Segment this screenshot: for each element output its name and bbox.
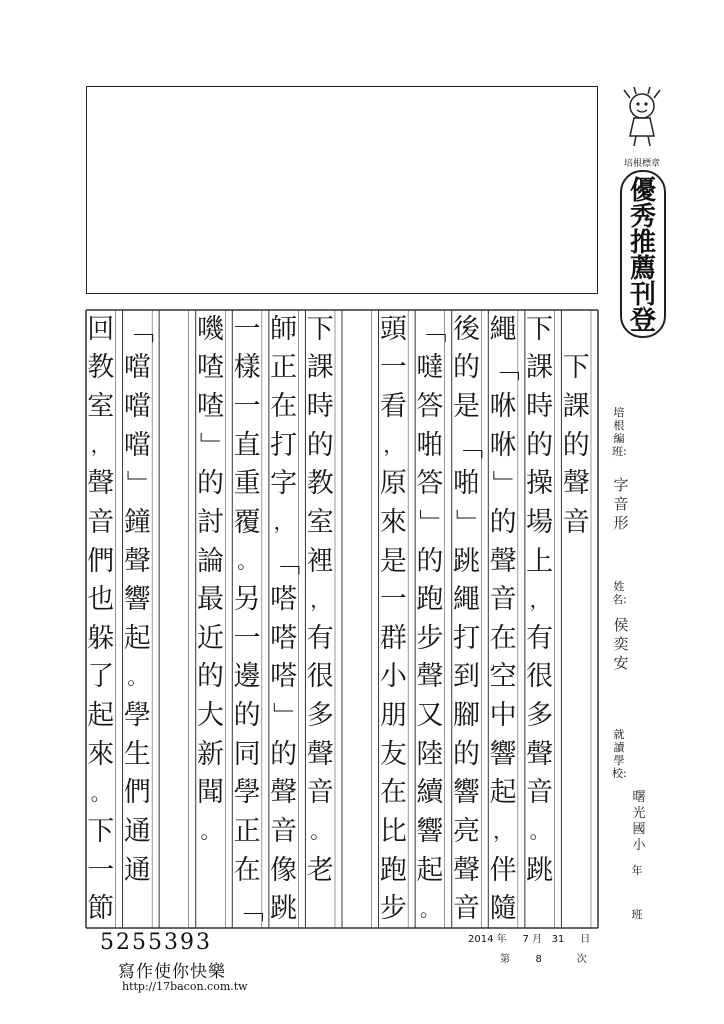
essay-char: 噹: [123, 391, 151, 423]
essay-char: 樣: [233, 352, 261, 384]
essay-char: 步: [416, 622, 444, 654]
essay-char: 小: [379, 661, 407, 693]
essay-char: ，: [529, 587, 550, 612]
essay-char: 場: [526, 506, 554, 538]
essay-char: 一: [87, 854, 115, 886]
essay-char: 」: [487, 470, 519, 498]
essay-char: ，: [310, 587, 331, 612]
name-value: 侯奕安: [613, 616, 629, 672]
essay-char: 亮: [453, 815, 480, 847]
essay-char: 一: [233, 622, 261, 654]
essay-char: 跳: [526, 854, 554, 886]
essay-char: 下: [87, 815, 115, 847]
essay-char: 喳: [197, 391, 224, 423]
class-value: 字音形: [613, 476, 629, 532]
essay-char: 下: [562, 352, 590, 384]
essay-char: 陸: [416, 738, 444, 770]
essay-char: 一: [379, 584, 407, 616]
essay-char: 時: [526, 391, 554, 423]
essay-char: 。: [310, 819, 331, 844]
essay-char: 響: [416, 815, 444, 847]
count-value: 8: [535, 954, 542, 965]
essay-char: 學: [123, 700, 151, 732]
essay-char: 討: [197, 506, 224, 538]
essay-char: 。: [200, 819, 221, 844]
essay-char: 的: [562, 429, 590, 461]
essay-char: 課: [306, 352, 334, 384]
essay-char: 聲: [489, 545, 517, 577]
essay-char: 近: [197, 622, 224, 654]
essay-char: 啪: [453, 468, 480, 500]
date-month-label: 月: [532, 934, 543, 945]
count-label: 次: [576, 954, 587, 965]
essay-char: 伴: [489, 854, 517, 886]
essay-char: 噠: [416, 352, 444, 384]
essay-char: 原: [379, 468, 407, 500]
essay-char: 有: [526, 622, 554, 654]
essay-char: 看: [379, 391, 407, 423]
essay-char: 「: [231, 895, 263, 923]
essay-char: 響: [489, 738, 517, 770]
essay-char: 」: [268, 702, 300, 730]
class-label: 培根編班:: [612, 406, 627, 458]
essay-char: 」: [414, 508, 446, 536]
essay-char: 響: [453, 777, 480, 809]
essay-char: 多: [526, 700, 554, 732]
essay-char: 生: [123, 738, 151, 770]
essay-char: 大: [197, 700, 224, 732]
essay-char: ，: [383, 433, 404, 458]
essay-char: 友: [379, 738, 407, 770]
essay-char: 老: [306, 854, 334, 886]
essay-char: 噹: [123, 429, 151, 461]
essay-char: 的: [306, 429, 334, 461]
essay-char: 跳: [270, 893, 298, 925]
essay-char: 起: [123, 622, 151, 654]
essay-char: 嗒: [270, 661, 298, 693]
essay-char: 的: [197, 468, 224, 500]
essay-char: 了: [87, 661, 115, 693]
essay-char: 回: [87, 313, 115, 345]
essay-char: 的: [416, 545, 444, 577]
essay-char: 字: [270, 468, 298, 500]
essay-char: 音: [453, 893, 480, 925]
essay-char: 跳: [453, 545, 480, 577]
essay-char: 。: [237, 549, 258, 574]
essay-char: 們: [87, 545, 115, 577]
date-day: 31: [551, 934, 565, 945]
essay-char: 起: [87, 700, 115, 732]
school-value: 曙光國小: [632, 790, 646, 853]
brand-slogan: 寫作使你快樂: [118, 962, 226, 982]
essay-char: 「: [414, 315, 446, 343]
essay-char: ，: [273, 510, 294, 535]
essay-char: 通: [123, 854, 151, 886]
essay-char: 音: [526, 777, 554, 809]
essay-char: 繩: [453, 584, 480, 616]
essay-char: 響: [123, 584, 151, 616]
essay-char: 來: [379, 506, 407, 538]
essay-char: 聲: [416, 661, 444, 693]
essay-char: 」: [121, 470, 153, 498]
essay-char: 聲: [306, 738, 334, 770]
date-year: 2014: [468, 934, 494, 945]
essay-char: 步: [379, 893, 407, 925]
essay-char: 最: [197, 584, 224, 616]
date-year-label: 年: [496, 934, 507, 945]
stamp-caption: 培根標章: [623, 159, 660, 169]
essay-char: 嗒: [270, 584, 298, 616]
essay-char: 是: [379, 545, 407, 577]
essay-char: 覆: [233, 506, 261, 538]
essay-char: 鐘: [123, 506, 151, 538]
essay-char: 邊: [233, 661, 261, 693]
essay-char: 腳: [453, 700, 480, 732]
essay-char: 答: [416, 468, 444, 500]
essay-char: 起: [416, 854, 444, 886]
grade-suffix: 年: [631, 864, 643, 877]
essay-char: 」: [451, 508, 482, 536]
essay-char: 論: [197, 545, 224, 577]
essay-char: 師: [270, 313, 298, 345]
essay-char: 啪: [416, 429, 444, 461]
essay-char: 很: [306, 661, 334, 693]
essay-char: 教: [306, 468, 334, 500]
essay-char: 在: [270, 391, 298, 423]
essay-char: 。: [90, 780, 111, 805]
essay-char: 聲: [526, 738, 554, 770]
essay-char: ，: [493, 819, 514, 844]
essay-char: 音: [489, 584, 517, 616]
essay-char: 音: [562, 506, 590, 538]
class-suffix: 班: [631, 908, 643, 921]
essay-char: 在: [489, 622, 517, 654]
essay-char: 跑: [416, 584, 444, 616]
essay-char: 正: [233, 815, 261, 847]
essay-char: 頭: [379, 313, 407, 345]
essay-char: 聲: [270, 777, 298, 809]
essay-char: 學: [233, 777, 261, 809]
essay-char: 答: [416, 391, 444, 423]
essay-char: 「: [268, 547, 300, 575]
essay-char: 課: [562, 391, 590, 423]
essay-char: 操: [526, 468, 554, 500]
essay-char: 時: [306, 391, 334, 423]
stamp-char: 刊: [629, 280, 656, 310]
brand-phone-number: 5255393: [100, 930, 212, 955]
stamp-char: 薦: [629, 254, 656, 284]
essay-char: 室: [87, 391, 115, 423]
essay-char: 。: [529, 819, 550, 844]
essay-char: 同: [233, 738, 261, 770]
essay-char: 比: [379, 815, 407, 847]
essay-char: 另: [233, 584, 261, 616]
essay-char: 的: [489, 506, 517, 538]
stamp-char: 秀: [629, 202, 656, 232]
essay-char: 聲: [123, 545, 151, 577]
essay-char: 音: [270, 815, 298, 847]
essay-char: 「: [121, 315, 153, 343]
essay-char: 聲: [562, 468, 590, 500]
name-label: 姓名:: [612, 580, 627, 606]
essay-char: 群: [379, 622, 407, 654]
essay-char: 喳: [197, 352, 224, 384]
essay-char: 起: [489, 777, 517, 809]
essay-char: 課: [526, 352, 554, 384]
essay-char: 下: [306, 313, 334, 345]
essay-char: 後: [453, 313, 480, 345]
school-label: 就讀學校:: [612, 728, 627, 780]
essay-char: 嗒: [270, 622, 298, 654]
essay-char: 的: [197, 661, 224, 693]
essay-char: 的: [453, 738, 480, 770]
essay-char: 很: [526, 661, 554, 693]
essay-char: 聲: [87, 468, 115, 500]
essay-char: 打: [453, 622, 480, 654]
submission-date: [468, 930, 618, 945]
count-prefix: 第: [500, 954, 510, 965]
essay-char: 嘰: [197, 313, 224, 345]
essay-char: ，: [90, 433, 111, 458]
essay-char: 一: [233, 313, 261, 345]
essay-char: 重: [233, 468, 261, 500]
essay-char: 上: [526, 545, 554, 577]
essay-char: 空: [489, 661, 517, 693]
essay-char: 裡: [306, 545, 334, 577]
essay-char: 咻: [489, 429, 517, 461]
brand-url: http://17bacon.com.tw: [122, 980, 248, 993]
essay-char: 正: [270, 352, 298, 384]
essay-char: 躲: [87, 622, 115, 654]
essay-char: 節: [87, 893, 115, 925]
essay-char: 聲: [453, 854, 480, 886]
essay-char: 在: [379, 777, 407, 809]
essay-char: 又: [416, 700, 444, 732]
essay-char: 像: [270, 854, 298, 886]
essay-char: 聞: [197, 777, 224, 809]
essay-char: 的: [233, 700, 261, 732]
essay-char: 新: [197, 738, 224, 770]
essay-char: 一: [379, 352, 407, 384]
essay-char: 。: [419, 896, 440, 921]
essay-char: 多: [306, 700, 334, 732]
essay-char: 教: [87, 352, 115, 384]
essay-char: 」: [195, 431, 226, 459]
essay-char: 的: [270, 738, 298, 770]
essay-char: 也: [87, 584, 115, 616]
essay-char: 到: [453, 661, 480, 693]
date-day-label: 日: [580, 934, 591, 945]
essay-char: 的: [453, 352, 480, 384]
essay-char: 噹: [123, 352, 151, 384]
essay-char: 來: [87, 738, 115, 770]
essay-char: 下: [526, 313, 554, 345]
essay-char: 音: [306, 777, 334, 809]
stamp-char: 推: [629, 228, 656, 258]
essay-char: 們: [123, 777, 151, 809]
stamp-char: 優: [629, 176, 656, 206]
essay-char: 。: [127, 664, 148, 689]
essay-char: 續: [416, 777, 444, 809]
essay-char: 一: [233, 391, 261, 423]
essay-char: 在: [233, 854, 261, 886]
essay-char: 中: [489, 700, 517, 732]
essay-char: 繩: [489, 313, 517, 345]
essay-char: 通: [123, 815, 151, 847]
essay-char: 是: [453, 391, 480, 423]
essay-char: 室: [306, 506, 334, 538]
essay-char: 「: [487, 354, 519, 382]
submission-count: [500, 950, 620, 965]
essay-char: 的: [526, 429, 554, 461]
essay-char: 跑: [379, 854, 407, 886]
essay-char: 隨: [489, 893, 517, 925]
essay-char: 有: [306, 622, 334, 654]
essay-char: 咻: [489, 391, 517, 423]
essay-char: 直: [233, 429, 261, 461]
date-month: 7: [522, 934, 529, 945]
essay-char: 朋: [379, 700, 407, 732]
essay-char: 「: [451, 431, 482, 459]
essay-char: 打: [270, 429, 298, 461]
essay-char: 音: [87, 506, 115, 538]
stamp-char: 登: [629, 306, 656, 336]
